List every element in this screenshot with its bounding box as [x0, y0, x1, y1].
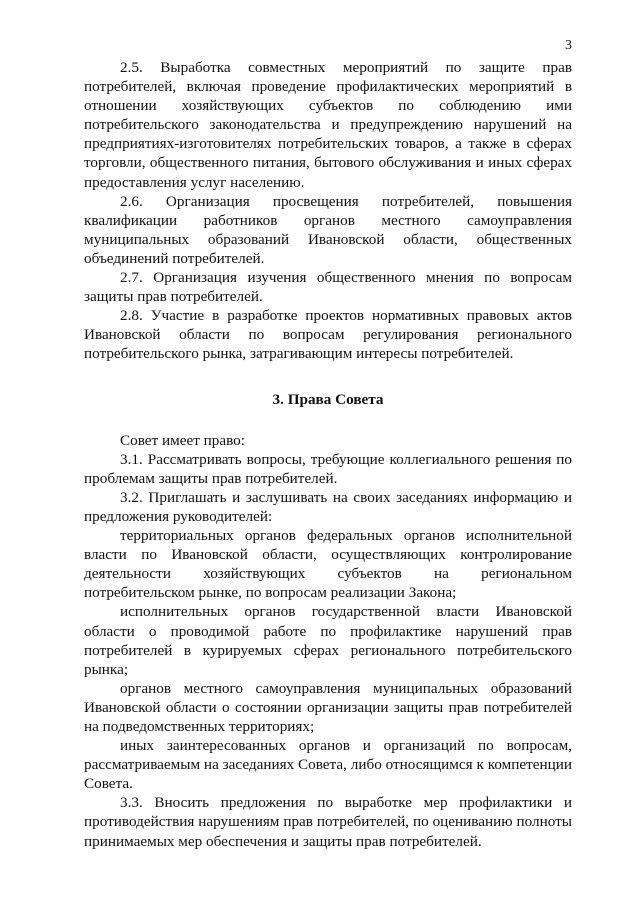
paragraph-2-5: 2.5. Выработка совместных мероприятий по защите прав потребителей, включая проведение профилактических мероприятий в отношении хозяйствующих субъектов по соблюдению ими потребительского законодательства и предупреждению нарушений на предприятиях-изготовителях потребительских товаров, а также в сферах торговли, общественного питания, бытового обслуживания и иных сферах предоставления услуг населению. [84, 59, 572, 191]
paragraph-3-2-territorial-bodies: территориальных органов федеральных органов исполнительной власти по Ивановской области, осуществляющих контролирование деятельности хозяйствующих субъектов на региональном потребительском рынке, по вопросам реализации Закона; [84, 527, 572, 602]
paragraph-3-2-local-government: органов местного самоуправления муниципальных образований Ивановской области о состоянии организации защиты прав потребителей на подведомственных территориях; [84, 679, 572, 735]
paragraph-3-2-other-bodies: иных заинтересованных органов и организаций по вопросам, рассматриваемым на заседаниях Совета, либо относящимся к компетенции Совета. [84, 737, 572, 793]
paragraph-council-rights-intro: Совет имеет право: [120, 431, 245, 449]
document-body [84, 58, 572, 851]
paragraph-2-6: 2.6. Организация просвещения потребителей, повышения квалификации работников органов местного самоуправления муниципальных образований Ивановской области, общественных объединений потребителей. [84, 192, 572, 267]
paragraph-2-8: 2.8. Участие в разработке проектов нормативных правовых актов Ивановской области по вопросам регулирования регионального потребительского рынка, затрагивающим интересы потребителей. [84, 307, 572, 363]
paragraph-3-2-executive-bodies: исполнительных органов государственной власти Ивановской области о проводимой работе по профилактике нарушений прав потребителей в курируемых сферах регионального потребительского рынка; [84, 603, 572, 678]
paragraph-3-1: 3.1. Рассматривать вопросы, требующие коллегиального решения по проблемам защиты прав потребителей. [84, 450, 572, 487]
paragraph-3-2: 3.2. Приглашать и заслушивать на своих заседаниях информацию и предложения руководителей: [84, 488, 572, 525]
section-3-heading: 3. Права Совета [272, 390, 384, 408]
paragraph-3-3: 3.3. Вносить предложения по выработке мер профилактики и противодействия нарушениям прав потребителей, по оцениванию полноты принимаемых мер обеспечения и защиты прав потребителей. [84, 794, 572, 850]
page-number: 3 [565, 38, 572, 53]
paragraph-2-7: 2.7. Организация изучения общественного мнения по вопросам защиты прав потребителей. [84, 269, 572, 306]
